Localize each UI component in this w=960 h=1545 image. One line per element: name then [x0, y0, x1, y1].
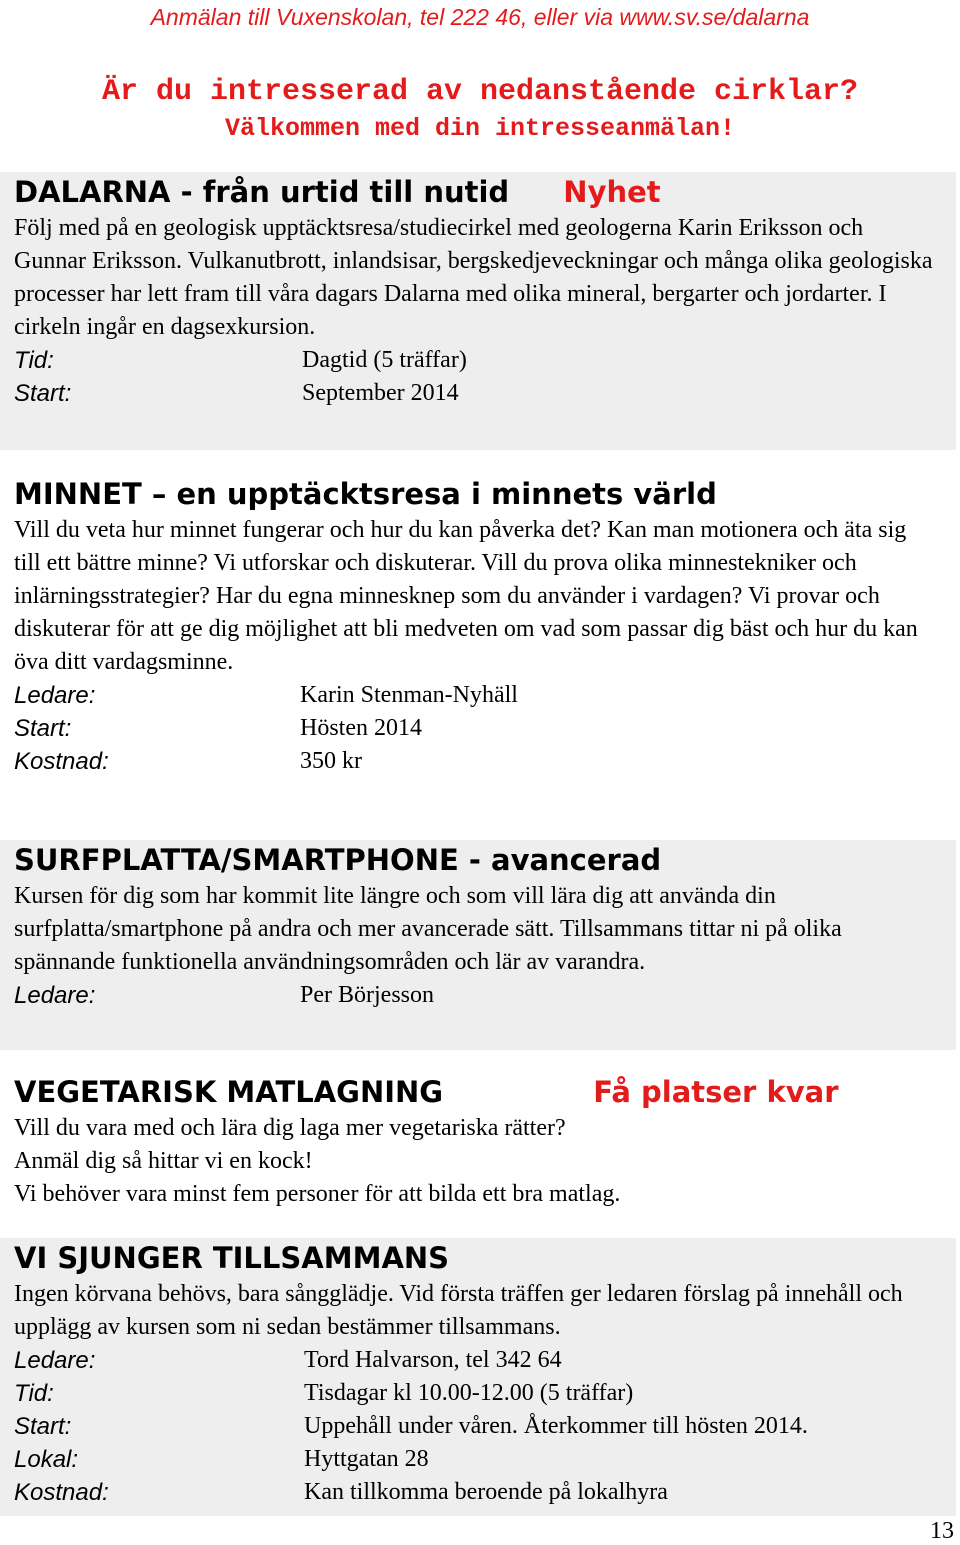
- course-detail-row: [14, 1443, 956, 1476]
- detail-value: Hyttgatan 28: [304, 1446, 429, 1472]
- course-title-text: VEGETARISK MATLAGNING: [14, 1075, 444, 1109]
- course-detail-row: [14, 1410, 956, 1443]
- course-detail-row: [14, 1476, 956, 1509]
- course-detail-row: [14, 344, 956, 377]
- detail-value: 350 kr: [300, 748, 362, 774]
- detail-label: Ledare:: [14, 1347, 96, 1374]
- course-detail-row: [14, 679, 956, 712]
- course-detail-row: [14, 1377, 956, 1410]
- course-detail-row: [14, 712, 956, 745]
- intro-question: Är du intresserad av nedanstående cirklar?: [101, 75, 859, 109]
- page-number: 13: [930, 1518, 954, 1544]
- course-title: SURFPLATTA/SMARTPHONE - avancerad: [14, 843, 662, 877]
- detail-value: Hösten 2014: [300, 715, 422, 741]
- course-description: Kursen för dig som har kommit lite längre och som vill lära dig att använda din surfplatta/smartphone på andra och mer avancerade sätt. Tillsammans tittar ni på olika spännande funktionella användningsområden och lär av varandra.: [14, 883, 842, 975]
- course-title: MINNET – en upptäcktsresa i minnets värld: [14, 477, 717, 511]
- detail-label: Kostnad:: [14, 1479, 109, 1506]
- course-detail-row: [14, 979, 956, 1012]
- course-surfplatta: [0, 840, 956, 1050]
- detail-label: Start:: [14, 380, 72, 407]
- course-title: [14, 172, 956, 212]
- course-dalarna: [0, 172, 956, 450]
- course-title-text: DALARNA - från urtid till nutid: [14, 175, 510, 209]
- detail-value: Per Börjesson: [300, 982, 434, 1008]
- course-vegetarisk: [0, 1072, 956, 1222]
- enrollment-header: Anmälan till Vuxenskolan, tel 222 46, eller via www.sv.se/dalarna: [150, 4, 810, 30]
- course-detail-row: [14, 745, 956, 778]
- detail-value: September 2014: [302, 380, 459, 406]
- course-description: Ingen körvana behövs, bara sångglädje. Vid första träffen ger ledaren förslag på innehåll och upplägg av kursen som ni sedan bestämmer tillsammans.: [14, 1281, 903, 1340]
- course-sjunger: [0, 1238, 956, 1516]
- few-spots-badge: Få platser kvar: [593, 1075, 839, 1109]
- intro-welcome: Välkommen med din intresseanmälan!: [224, 114, 736, 143]
- detail-value: Tisdagar kl 10.00-12.00 (5 träffar): [304, 1380, 634, 1406]
- detail-label: Lokal:: [14, 1446, 79, 1473]
- course-description: Vill du veta hur minnet fungerar och hur du kan påverka det? Kan man motionera och äta sig till ett bättre minne? Vi utforskar och diskuterar. Vill du prova olika minnestekniker och inlärningsstrategier? Har du egna minnesknep som du använder i vardagen? Vi provar och diskuterar för att ge dig möjlighet att bli medveten om vad som passar dig bäst och hur du kan öva ditt vardagsminne.: [14, 517, 918, 675]
- detail-value: Uppehåll under våren. Återkommer till hösten 2014.: [304, 1413, 808, 1439]
- detail-value: Tord Halvarson, tel 342 64: [304, 1347, 562, 1373]
- course-detail-row: [14, 377, 956, 410]
- course-description: Vill du vara med och lära dig laga mer vegetariska rätter? Anmäl dig så hittar vi en kock! Vi behöver vara minst fem personer för att bilda ett bra matlag.: [14, 1115, 621, 1207]
- detail-label: Start:: [14, 1413, 72, 1440]
- detail-label: Ledare:: [14, 682, 96, 709]
- course-detail-row: [14, 1344, 956, 1377]
- detail-label: Tid:: [14, 1380, 54, 1407]
- detail-value: Karin Stenman-Nyhäll: [300, 682, 518, 708]
- detail-label: Tid:: [14, 347, 54, 374]
- course-title: VI SJUNGER TILLSAMMANS: [14, 1241, 450, 1275]
- course-title: [14, 1072, 956, 1112]
- detail-label: Start:: [14, 715, 72, 742]
- detail-value: Kan tillkomma beroende på lokalhyra: [304, 1479, 668, 1505]
- detail-label: Ledare:: [14, 982, 96, 1009]
- course-description: Följ med på en geologisk upptäcktsresa/studiecirkel med geologerna Karin Eriksson och Gunnar Eriksson. Vulkanutbrott, inlandsisar, bergskedjeveckningar och många olika geologiska processer har lett fram till våra dagars Dalarna med olika mineral, bergarter och jordarter. I cirkeln ingår en dagsexkursion.: [14, 215, 933, 340]
- course-minnet: [0, 474, 956, 819]
- detail-value: Dagtid (5 träffar): [302, 347, 467, 373]
- detail-label: Kostnad:: [14, 748, 109, 775]
- new-badge: Nyhet: [563, 175, 661, 209]
